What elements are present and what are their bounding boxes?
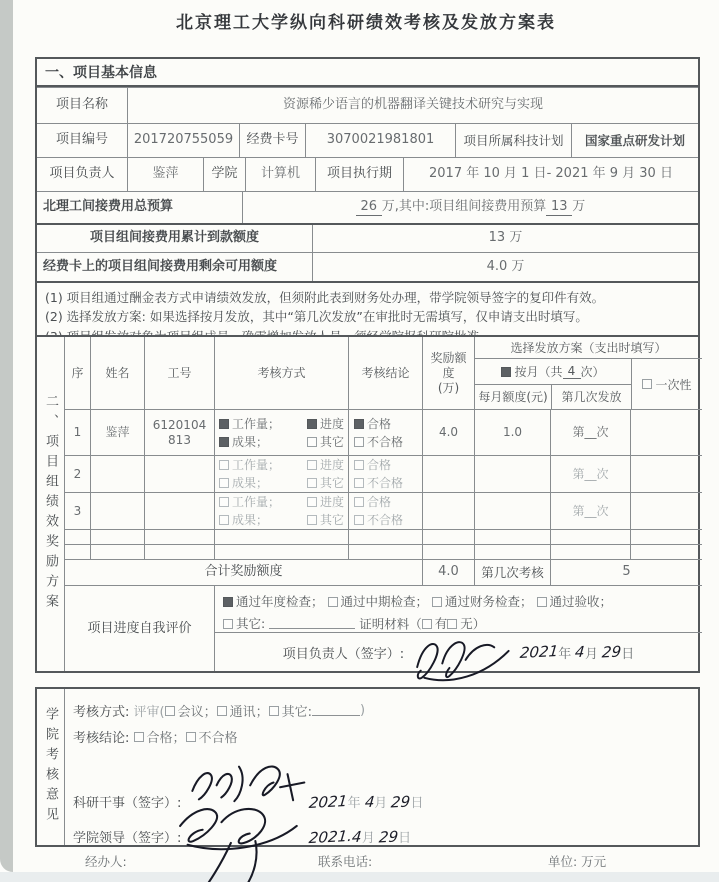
self-eval-label: 项目进度自我评价: [87, 620, 192, 636]
clerk-date-day: 29: [390, 792, 412, 811]
project-name-label: 项目名称: [55, 97, 108, 113]
college-method-line: 考核方式: 评审( 会议； 通讯； 其它: ): [73, 703, 366, 720]
project-number-row: [37, 123, 698, 157]
member-row-1: [65, 409, 702, 455]
payout-plan-title: 选择发放方案（支出时填写）: [475, 337, 702, 359]
dean-date-month: 4: [351, 827, 363, 846]
acceptance-checkbox-icon: [537, 597, 547, 607]
one-time-2: [630, 456, 702, 492]
project-number-label: 项目编号: [55, 132, 108, 148]
one-time-1: [630, 410, 702, 455]
amount-1: 4.0: [422, 410, 474, 455]
fail-checkbox-icon: [354, 515, 364, 525]
college-value: 计算机: [245, 158, 315, 191]
amount-2: [422, 456, 474, 492]
project-name-value: 资源稀少语言的机器翻译关键技术研究与实现: [127, 88, 698, 123]
dean-date-day: 29: [378, 827, 399, 846]
dean-date-year: 2021.: [308, 826, 354, 847]
reward-table-header: [65, 337, 702, 409]
which-assessment-value: 5: [550, 560, 702, 585]
one-time-checkbox-icon: [642, 379, 652, 389]
member-row-3: [65, 492, 702, 529]
progress-checkbox-icon: [307, 419, 317, 429]
pass-checkbox-icon: [354, 419, 364, 429]
fail-checkbox-icon: [354, 437, 364, 447]
leader-value: 鉴萍: [127, 158, 203, 191]
clerk-date-month: 4: [363, 792, 376, 811]
method-3: 工作量； 进度 成果； 其它: [214, 493, 348, 529]
total-label: 合计奖励额度: [204, 564, 283, 580]
one-time-option: 一次性: [631, 359, 702, 409]
arrived-quota-value: 13 万: [312, 225, 698, 252]
other-method-checkbox-icon: [269, 706, 279, 716]
other-checkbox-icon: [307, 437, 317, 447]
proof-yes-checkbox-icon: [422, 619, 432, 629]
section2-reward-table: [35, 335, 700, 673]
self-eval-block: [65, 585, 702, 671]
period-value: 2017 年 10 月 1 日- 2021 年 9 月 30 日: [403, 158, 698, 191]
scan-edge-bottom: [0, 872, 719, 882]
which-pay-1: 第__次: [550, 410, 630, 455]
seq-3: 3: [73, 503, 82, 518]
other-eval-checkbox-icon: [223, 619, 233, 629]
monthly-option: 按月（共 4 次）: [475, 359, 631, 385]
sign-date-year: 2021: [519, 642, 560, 662]
name-2: [90, 456, 144, 492]
col-which-pay: 第几次发放: [551, 385, 631, 409]
remaining-quota-value: 4.0 万: [312, 253, 698, 281]
achievement-checkbox-icon: [219, 437, 229, 447]
empno-1: 6120104813: [144, 410, 214, 455]
result-2: 合格 不合格: [348, 456, 422, 492]
handler-label: 经办人:: [85, 854, 127, 869]
workload-checkbox-icon: [219, 460, 229, 470]
section2-side-label: 二、项目组绩效奖励方案: [37, 337, 65, 671]
indirect-unit-text: 万: [572, 199, 586, 215]
monthly-times-value: 4: [563, 364, 581, 379]
result-3: 合格 不合格: [348, 493, 422, 529]
indirect-mid-text: 万,其中:项目组间接费用预算: [381, 199, 547, 215]
total-row: [65, 559, 702, 585]
empno-3: [144, 493, 214, 529]
per-month-1: 1.0: [474, 410, 550, 455]
indirect-total-amount: 26: [356, 199, 382, 216]
meeting-checkbox-icon: [165, 706, 175, 716]
sign-date-day: 29: [601, 642, 623, 662]
col-seq: 序: [71, 365, 84, 380]
name-1: 鉴萍: [90, 410, 144, 455]
workload-checkbox-icon: [219, 497, 229, 507]
col-per-month: 每月额度(元): [478, 389, 548, 404]
midterm-check-checkbox-icon: [328, 597, 338, 607]
finance-check-checkbox-icon: [432, 597, 442, 607]
col-method: 考核方式: [214, 337, 348, 409]
college-fail-checkbox-icon: [186, 732, 196, 742]
pass-checkbox-icon: [354, 460, 364, 470]
progress-checkbox-icon: [307, 460, 317, 470]
program-value: 国家重点研发计划: [571, 124, 698, 157]
payout-plan-header: [474, 337, 702, 409]
clerk-signature-line: 科研干事（签字）: 2021 年 4 月 29 日: [73, 791, 424, 812]
section3-side-label: 学院考核意见: [37, 689, 65, 845]
proof-no-checkbox-icon: [447, 619, 457, 629]
project-number-value: 201720755059: [127, 124, 239, 157]
empno-2: [144, 456, 214, 492]
indirect-budget-row: [37, 191, 698, 223]
leader-handwritten-signature: [406, 633, 518, 685]
seq-1: 1: [73, 425, 82, 439]
col-amount: 奖励额度 (万): [422, 337, 474, 409]
other-checkbox-icon: [307, 478, 317, 488]
method-2: 工作量； 进度 成果； 其它: [214, 456, 348, 492]
other-method-blank: [312, 705, 360, 716]
fund-card-value: 3070021981801: [305, 124, 455, 157]
col-name: 姓名: [90, 337, 144, 409]
other-eval-blank: [269, 618, 355, 629]
leader-signature-line: 项目负责人（签字）: 2021 年 4 月 29 日: [215, 632, 702, 671]
unit-label: 单位: 万元: [548, 854, 607, 869]
arrived-quota-row: [37, 223, 698, 252]
col-empno: 工号: [144, 337, 214, 409]
empty-row-2: [65, 544, 702, 559]
result-1: 合格 不合格: [348, 410, 422, 455]
note-2: (2) 选择发放方案: 如果选择按月发放，其中“第几次发放”在审批时无需填写，仅申请支出时填写。: [45, 309, 588, 325]
method-1: 工作量； 进度 成果； 其它: [214, 410, 348, 455]
note-1: (1) 项目组通过酬金表方式申请绩效发放，但须附此表到财务处办理，带学院领导签字的复印件有效。: [45, 290, 605, 305]
section3-college-review: [35, 687, 700, 847]
dean-handwritten-signature: [165, 797, 325, 882]
project-name-row: [37, 87, 698, 123]
fail-checkbox-icon: [354, 478, 364, 488]
scan-edge-left: [0, 0, 13, 872]
self-eval-checks: 通过年度检查； 通过中期检查； 通过财务检查； 通过验收； 其它: 证明材料（ 有 无 ）: [215, 586, 702, 632]
section1-basic-info-table: [35, 57, 700, 354]
per-month-2: [474, 456, 550, 492]
college-pass-checkbox-icon: [134, 732, 144, 742]
remaining-quota-label: 经费卡上的项目组间接费用剩余可用额度: [43, 258, 278, 274]
achievement-checkbox-icon: [219, 478, 229, 488]
clerk-date-year: 2021: [308, 791, 349, 812]
form-page: [13, 0, 719, 872]
dean-signature-line: 学院领导（签字）: 2021. 4 月 29 日: [73, 826, 412, 847]
seq-2: 2: [73, 466, 82, 481]
indirect-budget-value: [242, 192, 698, 223]
form-title: 北京理工大学纵向科研绩效考核及发放方案表: [176, 13, 556, 33]
phone-label: 联系电话:: [318, 854, 373, 869]
monthly-checkbox-icon: [501, 367, 511, 377]
indirect-budget-label: 北理工间接费用总预算: [43, 199, 174, 215]
period-label: 项目执行期: [315, 158, 403, 191]
pass-checkbox-icon: [354, 497, 364, 507]
fund-card-label: 经费卡号: [239, 124, 305, 157]
per-month-3: [474, 493, 550, 529]
empty-row-1: [65, 529, 702, 544]
leader-label: 项目负责人: [49, 166, 115, 182]
workload-checkbox-icon: [219, 419, 229, 429]
other-checkbox-icon: [307, 515, 317, 525]
col-result: 考核结论: [348, 337, 422, 409]
member-row-2: [65, 455, 702, 492]
one-time-3: [630, 493, 702, 529]
achievement-checkbox-icon: [219, 515, 229, 525]
sign-date-month: 4: [574, 642, 586, 662]
remaining-quota-row: [37, 252, 698, 281]
college-result-line: 考核结论: 合格； 不合格: [73, 731, 238, 746]
name-3: [90, 493, 144, 529]
section1-heading: 一、项目基本信息: [37, 59, 698, 87]
annual-check-checkbox-icon: [223, 597, 233, 607]
which-pay-2: 第__次: [550, 456, 630, 492]
leader-row: [37, 157, 698, 191]
total-amount: 4.0: [422, 560, 474, 585]
which-assessment-label: 第几次考核: [474, 560, 550, 585]
indirect-group-amount: 13: [546, 199, 572, 216]
which-pay-3: 第__次: [550, 493, 630, 529]
program-label: 项目所属科技计划: [455, 124, 571, 157]
college-label: 学院: [203, 158, 245, 191]
amount-3: [422, 493, 474, 529]
arrived-quota-label: 项目组间接费用累计到款额度: [89, 230, 259, 246]
progress-checkbox-icon: [307, 497, 317, 507]
correspondence-checkbox-icon: [217, 706, 227, 716]
